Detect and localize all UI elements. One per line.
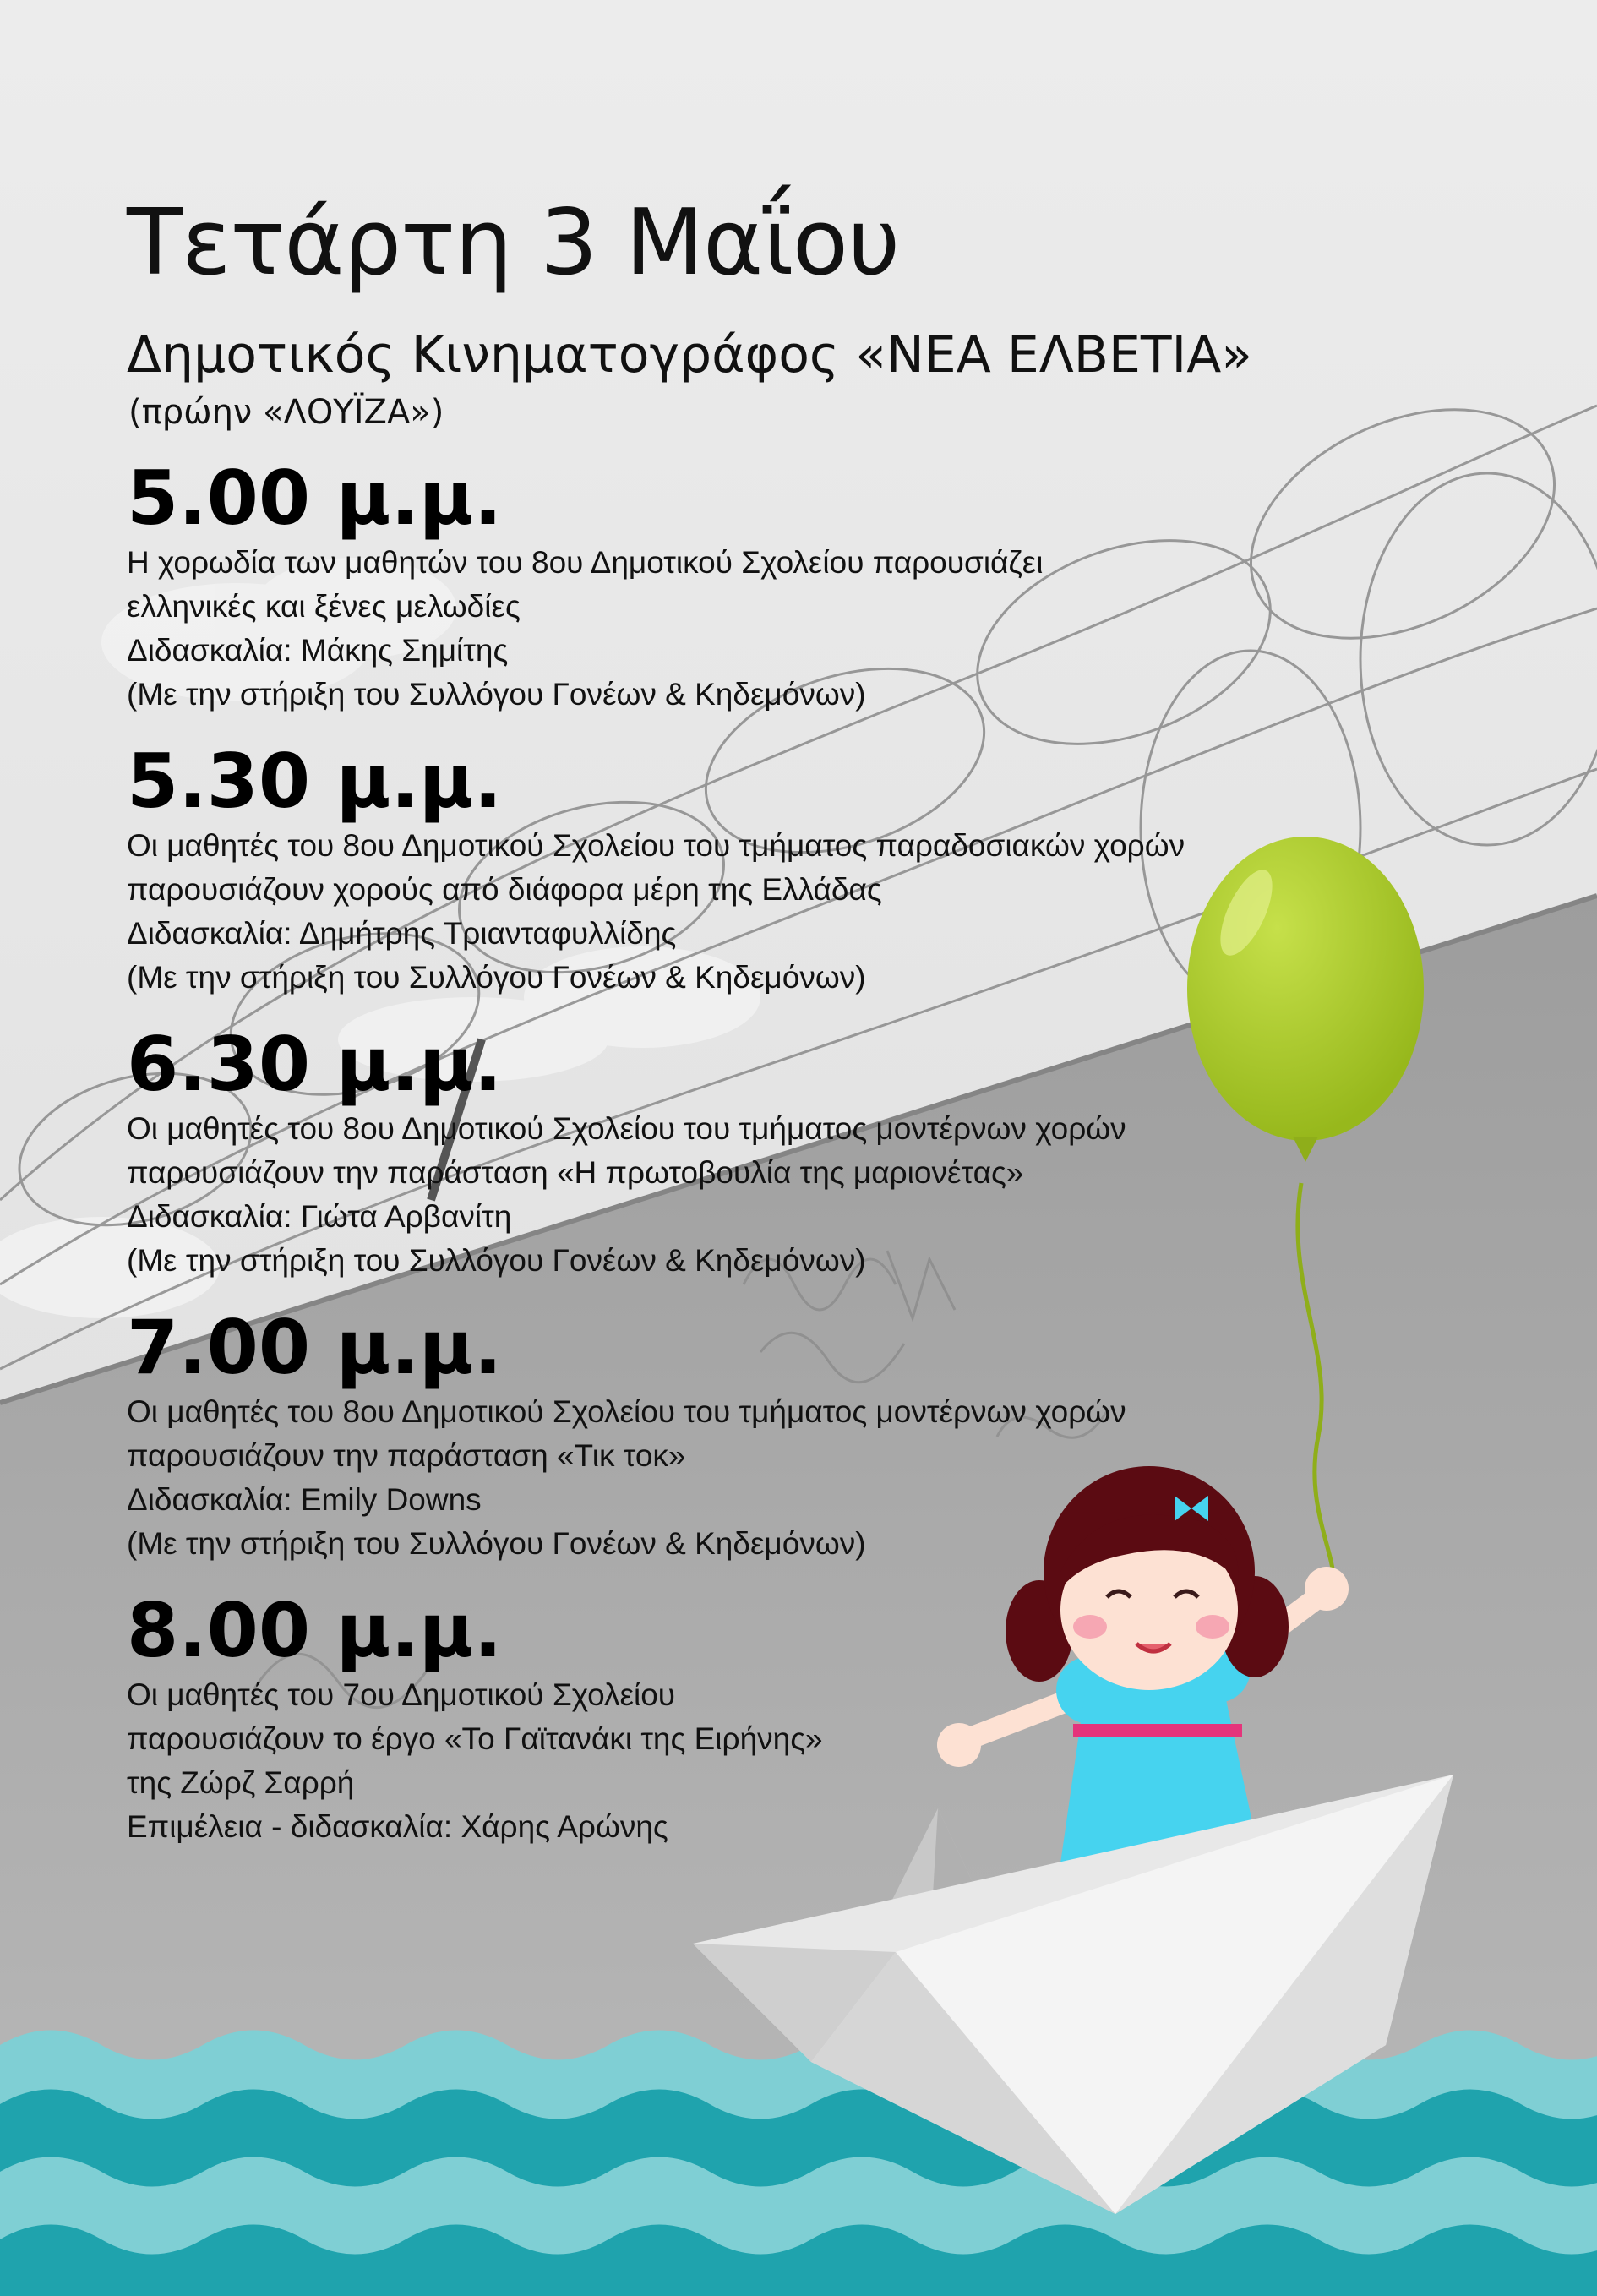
venue-name: Δημοτικός Κινηματογράφος «ΝΕΑ ΕΛΒΕΤΙΑ» (127, 325, 1252, 384)
event-description: παρουσιάζουν την παράσταση «Τικ τοκ» (127, 1438, 686, 1473)
event-description: παρουσιάζουν χορούς από διάφορα μέρη της Ελλάδας (127, 872, 882, 907)
event-description: Οι μαθητές του 8ου Δημοτικού Σχολείου του τμήματος παραδοσιακών χορών (127, 828, 1185, 863)
event-description: Οι μαθητές του 8ου Δημοτικού Σχολείου του τμήματος μοντέρνων χορών (127, 1394, 1126, 1429)
event-teacher: Διδασκαλία: Δημήτρης Τριανταφυλλίδης (127, 916, 677, 951)
event-support-note: (Με την στήριξη του Συλλόγου Γονέων & Κηδεμόνων) (127, 1243, 866, 1278)
event-block (127, 1589, 823, 1849)
event-teacher: Διδασκαλία: Μάκης Σημίτης (127, 633, 509, 668)
event-block (127, 1306, 1126, 1566)
event-support-note: (Με την στήριξη του Συλλόγου Γονέων & Κηδεμόνων) (127, 960, 866, 995)
venue-former-name: (πρώην «ΛΟΥΪΖΑ») (128, 393, 444, 432)
event-time: 6.30 μ.μ. (127, 1021, 503, 1108)
event-description: παρουσιάζουν την παράσταση «Η πρωτοβουλία της μαριονέτας» (127, 1155, 1024, 1190)
event-author: της Ζώρζ Σαρρή (127, 1765, 355, 1800)
event-time: 8.00 μ.μ. (127, 1587, 503, 1674)
event-description: παρουσιάζουν το έργο «Το Γαϊτανάκι της Ειρήνης» (127, 1721, 823, 1756)
event-teacher: Διδασκαλία: Emily Downs (127, 1482, 482, 1517)
event-teacher: Επιμέλεια - διδασκαλία: Χάρης Αρώνης (127, 1809, 668, 1844)
event-teacher: Διδασκαλία: Γιώτα Αρβανίτη (127, 1199, 512, 1234)
event-block (127, 1023, 1126, 1283)
event-block (127, 739, 1185, 1000)
event-time: 5.00 μ.μ. (127, 455, 503, 542)
event-description: Η χορωδία των μαθητών του 8ου Δημοτικού Σχολείου παρουσιάζει (127, 545, 1044, 580)
event-description: Οι μαθητές του 7ου Δημοτικού Σχολείου (127, 1677, 676, 1712)
event-day-title: Τετάρτη 3 Μαΐου (127, 190, 900, 296)
event-time: 5.30 μ.μ. (127, 738, 503, 825)
event-support-note: (Με την στήριξη του Συλλόγου Γονέων & Κηδεμόνων) (127, 677, 866, 712)
event-support-note: (Με την στήριξη του Συλλόγου Γονέων & Κηδεμόνων) (127, 1526, 866, 1561)
event-description: ελληνικές και ξένες μελωδίες (127, 589, 521, 624)
event-block (127, 456, 1043, 717)
event-description: Οι μαθητές του 8ου Δημοτικού Σχολείου του τμήματος μοντέρνων χορών (127, 1111, 1126, 1146)
event-time: 7.00 μ.μ. (127, 1304, 503, 1391)
